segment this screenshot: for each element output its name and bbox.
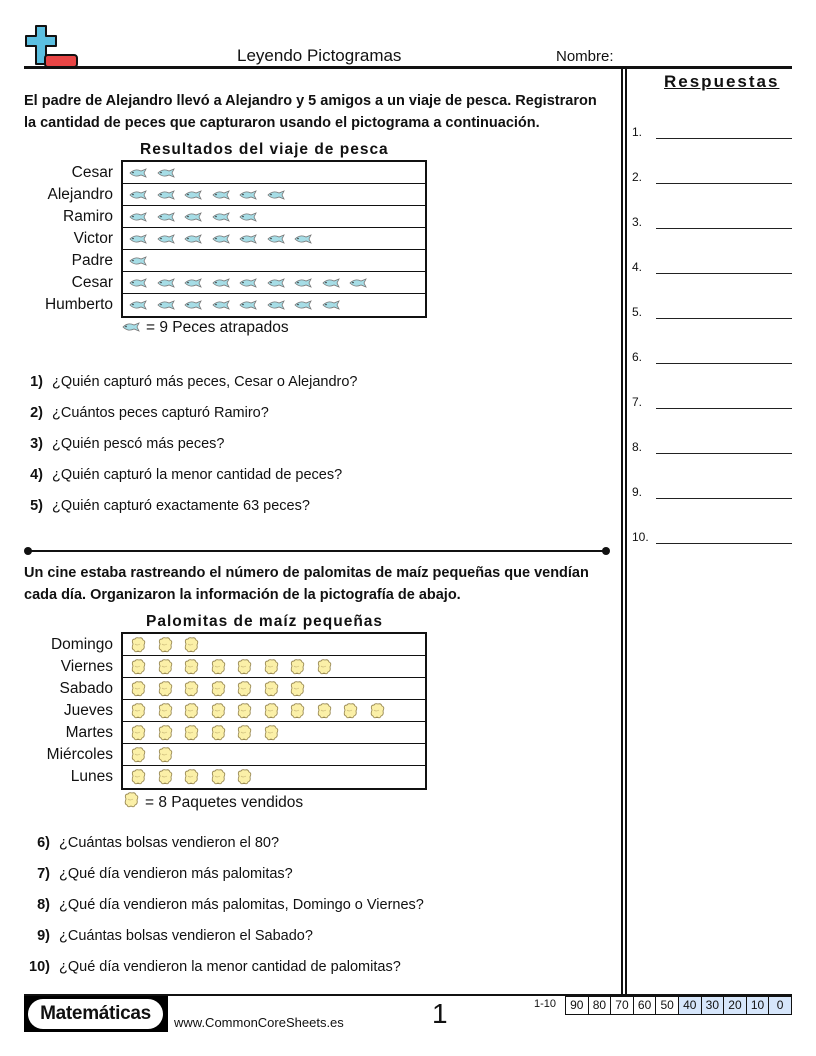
popcorn-icon — [156, 746, 174, 764]
section-divider — [28, 550, 606, 552]
score-cell: 0 — [769, 996, 792, 1015]
pictograph-row — [123, 656, 425, 678]
fish-icon — [239, 190, 258, 200]
answer-row — [632, 479, 792, 499]
fish-icon — [212, 190, 231, 200]
pictograph-row — [123, 766, 425, 788]
fish-icon — [322, 300, 341, 310]
question-number: 1) — [30, 374, 43, 390]
popcorn-icon — [235, 680, 253, 698]
row-label: Cesar — [71, 274, 113, 291]
brand-badge — [24, 996, 168, 1032]
legend-text: = 9 Peces atrapados — [146, 319, 289, 336]
popcorn-icon — [288, 680, 306, 698]
pictograph-row — [123, 184, 425, 206]
answer-blank[interactable] — [656, 228, 792, 229]
popcorn-icon — [262, 724, 280, 742]
popcorn-icon — [182, 636, 200, 654]
question-number: 8) — [37, 897, 50, 913]
popcorn-icon — [182, 702, 200, 720]
fish-icon — [184, 212, 203, 222]
score-cell: 70 — [611, 996, 634, 1015]
answer-row — [632, 209, 792, 229]
fish-icon — [239, 234, 258, 244]
answer-column-divider — [621, 68, 627, 994]
popcorn-icon — [129, 680, 147, 698]
brand-label: Matemáticas — [28, 999, 163, 1029]
question — [15, 498, 310, 514]
answer-number: 9. — [632, 485, 643, 499]
fish-icon — [239, 278, 258, 288]
question-number: 5) — [30, 498, 43, 514]
popcorn-icon — [129, 658, 147, 676]
answer-blank[interactable] — [656, 363, 792, 364]
popcorn-icon — [209, 680, 227, 698]
answer-number: 10. — [632, 530, 649, 544]
row-label: Ramiro — [63, 208, 113, 225]
popcorn-icon — [235, 724, 253, 742]
intro-line: cada día. Organizaron la información de la pictografía de abajo. — [24, 587, 461, 603]
question-text: ¿Quién pescó más peces? — [52, 436, 225, 452]
answer-blank[interactable] — [656, 318, 792, 319]
score-cell: 30 — [702, 996, 725, 1015]
fish-icon — [129, 300, 148, 310]
question-text: ¿Quién capturó más peces, Cesar o Alejandro? — [52, 374, 358, 390]
fish-icon — [129, 256, 148, 266]
fish-icon — [267, 190, 286, 200]
question-number: 3) — [30, 436, 43, 452]
question-number: 4) — [30, 467, 43, 483]
intro-line: El padre de Alejandro llevó a Alejandro y 5 amigos a un viaje de pesca. Registraron — [24, 93, 597, 109]
fish-icon — [129, 190, 148, 200]
row-label: Lunes — [70, 768, 113, 785]
answer-blank[interactable] — [656, 408, 792, 409]
answer-row — [632, 299, 792, 319]
row-label: Victor — [73, 230, 113, 247]
answer-number: 7. — [632, 395, 643, 409]
fishing-legend — [122, 319, 289, 337]
popcorn-icon — [209, 768, 227, 786]
pictograph-row — [123, 228, 425, 250]
plus-minus-logo-icon — [24, 24, 78, 68]
score-cell: 10 — [747, 996, 770, 1015]
answer-blank[interactable] — [656, 273, 792, 274]
fish-icon — [267, 278, 286, 288]
question — [22, 928, 313, 944]
question-text: ¿Qué día vendieron más palomitas? — [59, 866, 293, 882]
pictograph-row — [123, 700, 425, 722]
question-number: 6) — [37, 835, 50, 851]
popcorn-icon — [156, 636, 174, 654]
fish-icon — [157, 212, 176, 222]
popcorn-pictograph — [121, 632, 427, 790]
popcorn-icon — [209, 724, 227, 742]
popcorn-icon — [156, 768, 174, 786]
popcorn-icon — [235, 768, 253, 786]
question-text: ¿Qué día vendieron más palomitas, Domingo o Viernes? — [59, 897, 424, 913]
name-label: Nombre: — [556, 48, 614, 65]
row-label: Miércoles — [46, 746, 113, 763]
popcorn-icon — [129, 746, 147, 764]
fish-icon — [239, 300, 258, 310]
pictograph-row — [123, 634, 425, 656]
popcorn-icon — [156, 680, 174, 698]
fish-icon — [129, 168, 148, 178]
fish-icon — [294, 300, 313, 310]
pictograph-row — [123, 250, 425, 272]
header-divider — [24, 66, 792, 69]
row-label: Domingo — [50, 636, 113, 653]
answer-row — [632, 344, 792, 364]
question-text: ¿Qué día vendieron la menor cantidad de palomitas? — [59, 959, 401, 975]
popcorn-icon — [129, 724, 147, 742]
popcorn-icon — [156, 658, 174, 676]
row-label: Jueves — [63, 702, 113, 719]
question — [22, 866, 293, 882]
answer-row — [632, 119, 792, 139]
fish-icon — [212, 300, 231, 310]
question-number: 9) — [37, 928, 50, 944]
question-text: ¿Quién capturó exactamente 63 peces? — [52, 498, 310, 514]
pictograph-row — [123, 722, 425, 744]
popcorn-icon — [156, 702, 174, 720]
fish-icon — [129, 278, 148, 288]
answer-number: 6. — [632, 350, 643, 364]
score-cell: 80 — [589, 996, 612, 1015]
fish-icon — [129, 234, 148, 244]
question — [15, 467, 342, 483]
popcorn-icon — [288, 702, 306, 720]
question — [15, 436, 224, 452]
fish-icon — [267, 234, 286, 244]
legend-text: = 8 Paquetes vendidos — [145, 793, 304, 811]
score-cell: 90 — [566, 996, 589, 1015]
fish-icon — [322, 278, 341, 288]
fish-icon — [212, 278, 231, 288]
answer-number: 1. — [632, 125, 643, 139]
fish-icon — [184, 300, 203, 310]
answers-title: Respuestas — [664, 72, 780, 91]
question-text: ¿Cuántos peces capturó Ramiro? — [52, 405, 269, 421]
popcorn-icon — [209, 658, 227, 676]
section2-intro — [24, 562, 620, 606]
intro-line: Un cine estaba rastreando el número de palomitas de maíz pequeñas que vendían — [24, 565, 589, 581]
popcorn-graph-title: Palomitas de maíz pequeñas — [146, 613, 384, 630]
fishing-pictograph — [121, 160, 427, 318]
popcorn-icon — [182, 724, 200, 742]
logo — [24, 24, 78, 68]
fish-icon — [122, 322, 141, 332]
popcorn-icon — [262, 702, 280, 720]
divider-dot — [602, 547, 610, 555]
question — [22, 835, 279, 851]
popcorn-icon — [341, 702, 359, 720]
fish-icon — [294, 278, 313, 288]
question — [22, 897, 424, 913]
score-cell: 60 — [634, 996, 657, 1015]
popcorn-icon — [122, 791, 140, 814]
answer-row — [632, 254, 792, 274]
fish-icon — [184, 278, 203, 288]
popcorn-legend — [122, 791, 303, 814]
popcorn-icon — [129, 702, 147, 720]
score-range-label: 1-10 — [534, 998, 557, 1010]
fish-icon — [349, 278, 368, 288]
answer-number: 2. — [632, 170, 643, 184]
popcorn-icon — [262, 658, 280, 676]
popcorn-icon — [315, 658, 333, 676]
row-label: Sabado — [59, 680, 113, 697]
fish-icon — [239, 212, 258, 222]
row-label: Alejandro — [47, 186, 113, 203]
answer-row — [632, 434, 792, 454]
fish-icon — [212, 234, 231, 244]
popcorn-icon — [235, 702, 253, 720]
popcorn-icon — [182, 680, 200, 698]
answer-number: 5. — [632, 305, 643, 319]
popcorn-icon — [129, 636, 147, 654]
question-number: 10) — [29, 959, 50, 975]
answer-row — [632, 389, 792, 409]
row-label: Martes — [65, 724, 113, 741]
fish-icon — [184, 190, 203, 200]
row-label: Cesar — [71, 164, 113, 181]
fish-icon — [157, 168, 176, 178]
answer-number: 4. — [632, 260, 643, 274]
popcorn-icon — [288, 658, 306, 676]
popcorn-icon — [182, 658, 200, 676]
popcorn-icon — [209, 702, 227, 720]
fish-icon — [184, 234, 203, 244]
question — [15, 405, 269, 421]
question-text: ¿Quién capturó la menor cantidad de peces? — [52, 467, 343, 483]
popcorn-icon — [368, 702, 386, 720]
answer-row — [632, 524, 792, 544]
answer-number: 8. — [632, 440, 643, 454]
popcorn-icon — [129, 768, 147, 786]
pictograph-row — [123, 272, 425, 294]
popcorn-icon — [122, 791, 140, 809]
fish-icon — [157, 300, 176, 310]
popcorn-icon — [156, 724, 174, 742]
answer-blank[interactable] — [656, 183, 792, 184]
pictograph-row — [123, 162, 425, 184]
pictograph-row — [123, 294, 425, 316]
question-text: ¿Cuántas bolsas vendieron el 80? — [59, 835, 280, 851]
score-cell: 20 — [724, 996, 747, 1015]
fish-icon — [157, 278, 176, 288]
popcorn-icon — [235, 658, 253, 676]
fish-icon — [267, 300, 286, 310]
score-cell: 40 — [679, 996, 702, 1015]
score-table — [565, 996, 792, 1015]
fish-icon — [294, 234, 313, 244]
question-number: 7) — [37, 866, 50, 882]
intro-line: la cantidad de peces que capturaron usando el pictograma a continuación. — [24, 115, 540, 131]
answer-row — [632, 164, 792, 184]
popcorn-icon — [262, 680, 280, 698]
site-url: www.CommonCoreSheets.es — [174, 1015, 344, 1030]
answer-blank[interactable] — [656, 138, 792, 139]
answer-blank[interactable] — [656, 543, 792, 544]
fish-icon — [212, 212, 231, 222]
fishing-graph-title: Resultados del viaje de pesca — [140, 141, 389, 158]
score-cell: 50 — [656, 996, 679, 1015]
answer-blank[interactable] — [656, 498, 792, 499]
question-number: 2) — [30, 405, 43, 421]
row-label: Padre — [71, 252, 113, 269]
pictograph-row — [123, 678, 425, 700]
answer-number: 3. — [632, 215, 643, 229]
row-label: Humberto — [44, 296, 113, 313]
fish-icon — [122, 319, 141, 337]
question — [15, 374, 357, 390]
page-number: 1 — [432, 998, 448, 1029]
pictograph-row — [123, 206, 425, 228]
answer-blank[interactable] — [656, 453, 792, 454]
question — [22, 959, 401, 975]
fish-icon — [157, 190, 176, 200]
page-title: Leyendo Pictogramas — [237, 46, 402, 65]
pictograph-row — [123, 744, 425, 766]
section1-intro — [24, 90, 620, 134]
fish-icon — [129, 212, 148, 222]
popcorn-icon — [315, 702, 333, 720]
question-text: ¿Cuántas bolsas vendieron el Sabado? — [59, 928, 313, 944]
fish-icon — [157, 234, 176, 244]
popcorn-icon — [182, 768, 200, 786]
row-label: Viernes — [60, 658, 113, 675]
